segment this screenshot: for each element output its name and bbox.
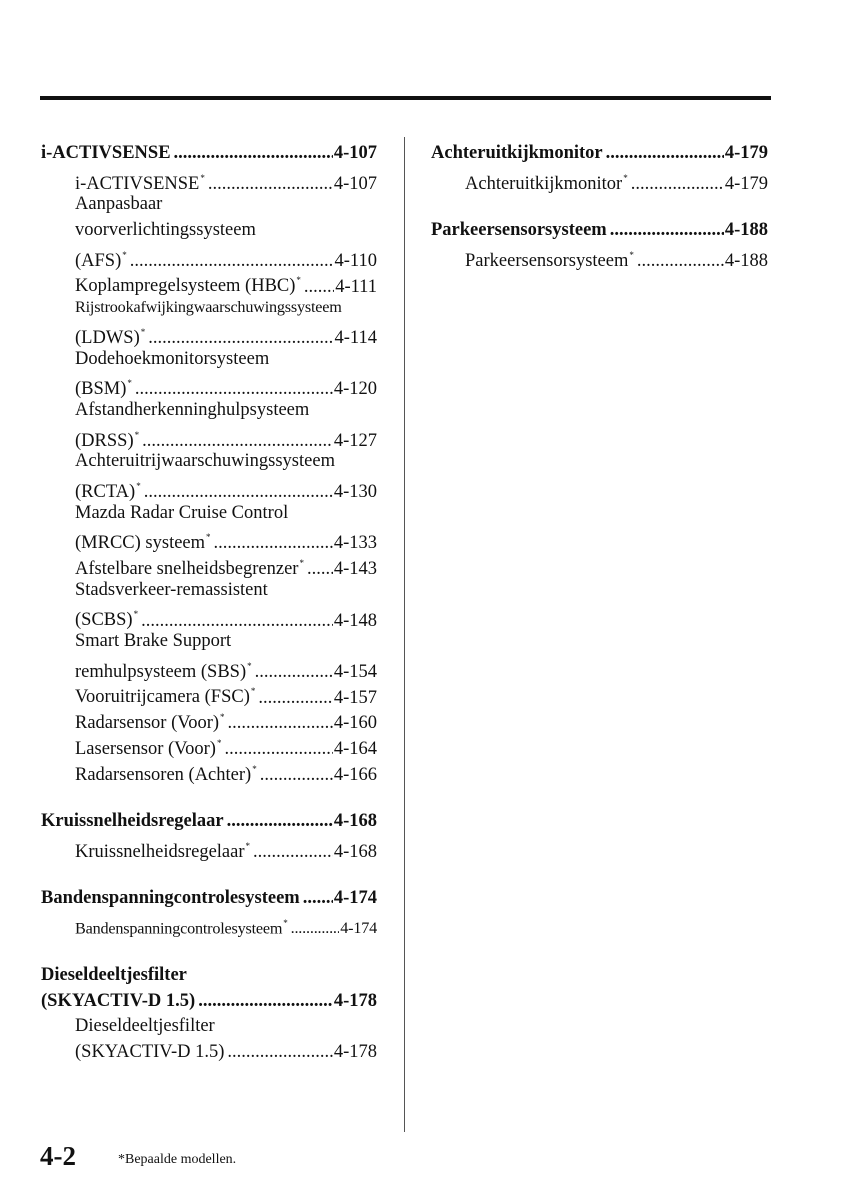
dot-leader (303, 886, 333, 912)
entry-label: voorverlichtingssysteem (75, 220, 256, 241)
index-sub-entry (41, 449, 377, 475)
page-reference: 4-127 (333, 430, 377, 451)
entry-label: Aanpasbaar (75, 194, 163, 215)
index-sub-entry[interactable] (41, 912, 377, 938)
entry-label: Bandenspanningcontrolesysteem* (75, 917, 288, 938)
dot-leader (307, 557, 333, 583)
page-reference: 4-160 (333, 713, 377, 734)
entry-label: Kruissnelheidsregelaar (41, 810, 224, 831)
dot-leader (631, 172, 724, 198)
footnote: *Bepaalde modellen. (118, 1152, 237, 1167)
page-reference: 4-111 (335, 276, 377, 297)
entry-label: Dodehoekmonitorsysteem (75, 348, 270, 369)
entry-label: remhulpsysteem (SBS)* (75, 660, 252, 682)
entry-label: Achteruitrijwaarschuwingssysteem (75, 451, 335, 472)
page-reference: 4-168 (333, 841, 377, 862)
index-sub-entry (41, 218, 377, 244)
entry-label: i-ACTIVSENSE (41, 143, 171, 163)
page-reference: 4-130 (333, 482, 377, 503)
asterisk-marker: * (623, 172, 628, 183)
dot-leader (258, 686, 332, 712)
page-reference: 4-174 (333, 887, 377, 908)
asterisk-marker: * (299, 558, 304, 568)
entry-label: Mazda Radar Cruise Control (75, 502, 289, 523)
asterisk-marker: * (216, 737, 222, 748)
asterisk-marker: * (127, 378, 132, 389)
entry-label: (BSM)* (75, 378, 132, 400)
asterisk-marker: * (252, 763, 257, 774)
page-reference: 4-188 (724, 220, 768, 241)
dot-leader (606, 141, 724, 167)
index-sub-entry (41, 1014, 377, 1040)
asterisk-marker: * (122, 249, 127, 260)
page-reference: 4-178 (333, 1042, 377, 1063)
column-divider (404, 137, 405, 1132)
asterisk-marker: * (250, 686, 256, 697)
index-sub-entry[interactable] (41, 475, 377, 501)
page-reference: 4-179 (724, 173, 768, 194)
dot-leader (637, 249, 724, 275)
asterisk-marker: * (134, 429, 140, 440)
index-sub-entry[interactable] (41, 1040, 377, 1066)
page-reference: 4-143 (333, 559, 377, 580)
index-sub-entry[interactable] (41, 655, 377, 681)
asterisk-marker: * (136, 480, 141, 491)
entry-label: Achteruitkijkmonitor* (465, 172, 628, 194)
page-reference: 4-154 (333, 661, 377, 682)
entry-label: Achteruitkijkmonitor (431, 143, 603, 163)
page-reference: 4-168 (333, 810, 377, 831)
asterisk-marker: * (140, 326, 146, 337)
entry-label: Rijstrookafwijkingwaarschuwingssysteem (75, 298, 342, 317)
index-column-right (431, 141, 768, 269)
dot-leader (610, 218, 724, 244)
entry-label: (SCBS)* (75, 609, 139, 631)
entry-label: Radarsensoren (Achter)* (75, 763, 257, 785)
page-reference: 4-148 (333, 610, 377, 631)
entry-label: (MRCC) systeem* (75, 532, 211, 554)
dot-leader (227, 809, 333, 835)
entry-label: (SKYACTIV-D 1.5) (41, 990, 196, 1011)
header-rule (40, 96, 771, 100)
page-reference: 4-157 (333, 687, 377, 708)
entry-label: Lasersensor (Voor)* (75, 737, 222, 759)
index-column-left (41, 141, 377, 1066)
page-reference: 4-110 (334, 250, 377, 271)
entry-label: Koplampregelsysteem (HBC)* (75, 275, 301, 297)
dot-leader (198, 989, 333, 1015)
page-reference: 4-178 (333, 990, 377, 1011)
entry-label: Afstelbare snelheidsbegrenzer* (75, 558, 304, 580)
index-heading-entry[interactable] (41, 989, 377, 1015)
index-heading-entry[interactable] (41, 141, 377, 167)
entry-label: Kruissnelheidsregelaar* (75, 840, 251, 862)
index-heading-entry[interactable] (41, 886, 377, 912)
entry-label: (SKYACTIV-D 1.5) (75, 1042, 225, 1063)
dot-leader (260, 763, 333, 789)
asterisk-marker: * (247, 660, 252, 671)
page-reference: 4-179 (724, 143, 768, 163)
dot-leader (208, 172, 333, 198)
asterisk-marker: * (133, 609, 139, 620)
entry-label: Afstandherkenninghulpsysteem (75, 399, 310, 420)
entry-label: (LDWS)* (75, 326, 146, 348)
page-reference: 4-120 (333, 379, 377, 400)
entry-label: Dieseldeeltjesfilter (75, 1016, 215, 1037)
dot-leader (174, 141, 333, 167)
entry-label: Smart Brake Support (75, 631, 232, 652)
index-heading-entry[interactable] (431, 218, 768, 244)
asterisk-marker: * (283, 917, 288, 928)
index-sub-entry[interactable] (41, 526, 377, 552)
index-sub-entry[interactable] (431, 167, 768, 193)
index-sub-entry (41, 295, 377, 321)
dot-leader (253, 840, 333, 866)
page-reference: 4-107 (333, 173, 377, 194)
index-sub-entry[interactable] (41, 835, 377, 861)
page-reference: 4-107 (333, 143, 377, 163)
entry-label: (RCTA)* (75, 480, 141, 503)
asterisk-marker: * (296, 275, 301, 286)
asterisk-marker: * (200, 172, 205, 183)
entry-label: i-ACTIVSENSE* (75, 172, 205, 194)
asterisk-marker: * (245, 840, 251, 851)
page-number: 4-2 (40, 1141, 76, 1171)
index-sub-entry[interactable] (41, 167, 377, 193)
index-heading-entry[interactable] (431, 141, 768, 167)
asterisk-marker: * (206, 532, 211, 543)
index-sub-entry[interactable] (41, 424, 377, 450)
page-reference: 4-174 (340, 919, 377, 938)
index-sub-entry[interactable] (41, 321, 377, 347)
entry-label: Bandenspanningcontrolesysteem (41, 887, 300, 908)
entry-label: Parkeersensorsysteem (431, 220, 607, 241)
entry-label: (AFS)* (75, 249, 127, 271)
page-reference: 4-166 (333, 764, 377, 785)
page-reference: 4-114 (334, 327, 377, 348)
entry-label: Stadsverkeer-remassistent (75, 579, 268, 600)
entry-label: Dieseldeeltjesfilter (41, 965, 187, 985)
index-sub-entry[interactable] (41, 372, 377, 398)
entry-label: Vooruitrijcamera (FSC)* (75, 686, 256, 708)
index-heading-entry (41, 963, 377, 989)
asterisk-marker: * (629, 249, 634, 260)
index-heading-entry[interactable] (41, 809, 377, 835)
asterisk-marker: * (220, 712, 225, 723)
index-sub-entry[interactable] (41, 603, 377, 629)
dot-leader (227, 1040, 332, 1066)
index-sub-entry[interactable] (431, 244, 768, 270)
dot-leader (291, 916, 340, 942)
page-reference: 4-164 (333, 738, 377, 759)
entry-label: Parkeersensorsysteem* (465, 249, 634, 271)
dot-leader (228, 711, 333, 737)
index-sub-entry[interactable] (41, 244, 377, 270)
page-reference: 4-133 (333, 533, 377, 554)
entry-label: (DRSS)* (75, 429, 140, 451)
entry-label: Radarsensor (Voor)* (75, 712, 225, 734)
dot-leader (255, 660, 333, 686)
page-reference: 4-188 (724, 250, 768, 271)
